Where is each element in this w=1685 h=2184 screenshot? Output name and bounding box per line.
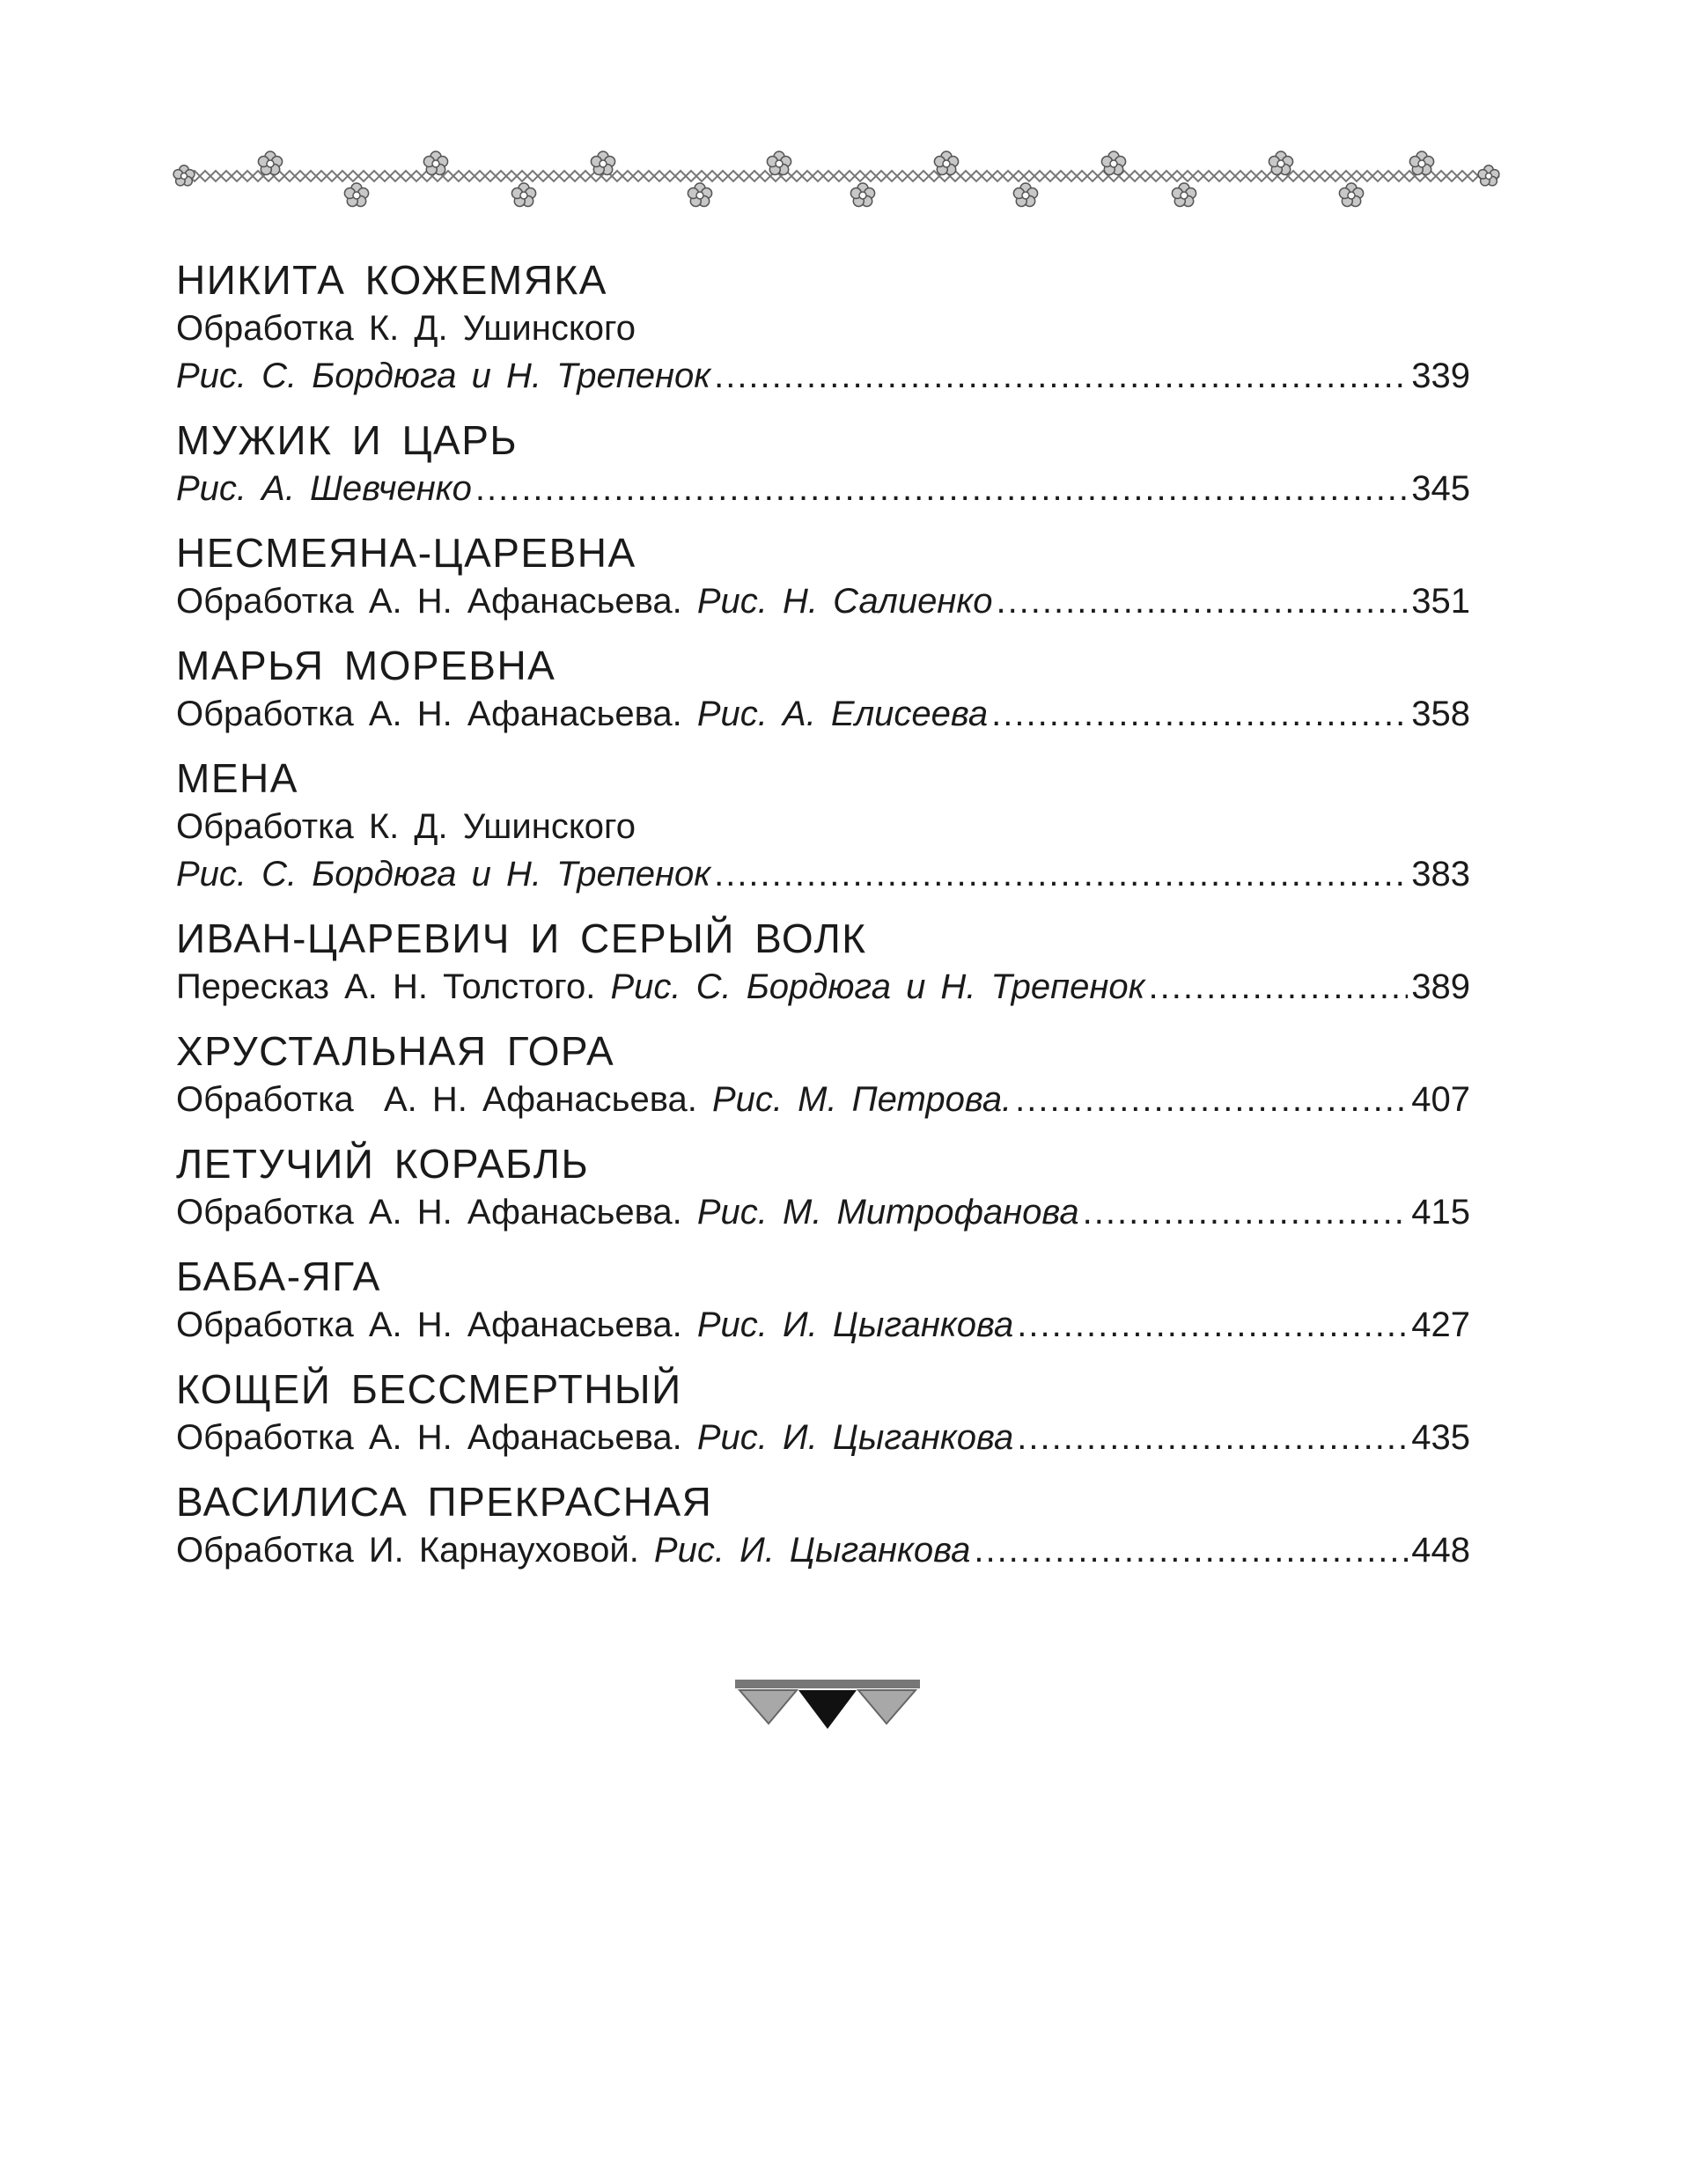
adaptation-credit: Обработка А. Н. Афанасьева. bbox=[176, 582, 697, 621]
illustrator-credit: Рис. И. Цыганкова bbox=[696, 1305, 1014, 1344]
toc-entry-title: БАБА-ЯГА bbox=[176, 1254, 381, 1299]
illustrator-credit: Рис. С. Бордюга и Н. Трепенок bbox=[610, 967, 1145, 1006]
toc-entry bbox=[176, 528, 1470, 625]
dot-leader bbox=[1017, 1301, 1408, 1349]
toc-entry-title: ХРУСТАЛЬНАЯ ГОРА bbox=[176, 1028, 615, 1074]
adaptation-credit: Обработка А. Н. Афанасьева. bbox=[176, 1193, 697, 1232]
flower-icon bbox=[1013, 183, 1037, 206]
adaptation-credit: Обработка А. Н. Афанасьева. bbox=[176, 695, 697, 733]
page-number: 415 bbox=[1411, 1193, 1470, 1232]
flower-icon bbox=[688, 183, 711, 206]
toc-entry-credit-line bbox=[176, 850, 1470, 898]
toc-entry-credit-line bbox=[176, 803, 1470, 850]
illustrator-credit: Рис. С. Бордюга и Н. Трепенок bbox=[176, 357, 711, 395]
toc-entry-title: НИКИТА КОЖЕМЯКА bbox=[176, 257, 607, 303]
flower-icon bbox=[1101, 151, 1125, 174]
flower-icon bbox=[511, 183, 535, 206]
page-number: 389 bbox=[1411, 967, 1470, 1006]
table-of-contents bbox=[176, 255, 1470, 1590]
dot-leader bbox=[974, 1526, 1408, 1574]
page-number: 339 bbox=[1411, 357, 1470, 395]
flower-icon bbox=[1172, 183, 1196, 206]
adaptation-credit: Обработка А. Н. Афанасьева. bbox=[176, 1080, 712, 1119]
flower-icon bbox=[423, 151, 447, 174]
page-number: 358 bbox=[1411, 695, 1470, 733]
page-number: 448 bbox=[1411, 1531, 1470, 1570]
toc-entry-title: МАРЬЯ МОРЕВНА bbox=[176, 643, 556, 688]
flower-icon bbox=[344, 183, 368, 206]
flower-icon bbox=[1269, 151, 1292, 174]
illustrator-credit: Рис. А. Елисеева bbox=[696, 695, 989, 733]
triangle-pennant-icon bbox=[735, 1680, 920, 1732]
toc-entry bbox=[176, 754, 1470, 898]
page-number: 383 bbox=[1411, 855, 1470, 893]
illustrator-credit: Рис. А. Шевченко bbox=[176, 469, 472, 508]
toc-entry-credit-line bbox=[176, 1188, 1470, 1236]
flower-icon bbox=[1409, 151, 1433, 174]
illustrator-credit: Рис. Н. Салиенко bbox=[696, 582, 993, 621]
illustrator-credit: Рис. М. Петрова. bbox=[711, 1080, 1012, 1119]
dot-leader bbox=[1149, 963, 1409, 1011]
toc-entry bbox=[176, 1252, 1470, 1349]
flower-icon bbox=[850, 183, 874, 206]
adaptation-credit: Обработка К. Д. Ушинского bbox=[176, 807, 636, 846]
page-number: 435 bbox=[1411, 1418, 1470, 1457]
toc-entry-credit-line bbox=[176, 465, 1470, 512]
toc-entry bbox=[176, 914, 1470, 1011]
dot-leader bbox=[475, 465, 1408, 512]
flower-icon bbox=[258, 151, 282, 174]
toc-entry-credit-line bbox=[176, 305, 1470, 352]
adaptation-credit: Обработка И. Карнауховой. bbox=[176, 1531, 654, 1570]
toc-entry bbox=[176, 255, 1470, 400]
toc-entry bbox=[176, 1477, 1470, 1574]
toc-entry-credit-line bbox=[176, 1076, 1470, 1123]
flower-icon bbox=[591, 151, 614, 174]
toc-entry-credit-line bbox=[176, 963, 1470, 1011]
toc-entry-credit-line bbox=[176, 1301, 1470, 1349]
toc-entry bbox=[176, 415, 1470, 512]
page-number: 427 bbox=[1411, 1305, 1470, 1344]
adaptation-credit: Обработка А. Н. Афанасьева. bbox=[176, 1418, 697, 1457]
toc-entry-title: МЕНА bbox=[176, 755, 298, 801]
toc-entry-title: ВАСИЛИСА ПРЕКРАСНАЯ bbox=[176, 1479, 713, 1525]
flower-icon bbox=[1339, 183, 1363, 206]
page-number: 351 bbox=[1411, 582, 1470, 621]
flower-icon bbox=[767, 151, 791, 174]
toc-entry bbox=[176, 641, 1470, 738]
adaptation-credit: Пересказ А. Н. Толстого. bbox=[176, 967, 611, 1006]
flower-icon bbox=[173, 165, 195, 186]
illustrator-credit: Рис. И. Цыганкова bbox=[653, 1531, 971, 1570]
dot-leader bbox=[1017, 1414, 1408, 1461]
illustrator-credit: Рис. М. Митрофанова bbox=[696, 1193, 1079, 1232]
toc-entry bbox=[176, 1139, 1470, 1236]
toc-entry-title: ИВАН-ЦАРЕВИЧ И СЕРЫЙ ВОЛК bbox=[176, 916, 867, 961]
adaptation-credit: Обработка А. Н. Афанасьева. bbox=[176, 1305, 697, 1344]
toc-entry-title: КОЩЕЙ БЕССМЕРТНЫЙ bbox=[176, 1366, 682, 1412]
illustrator-credit: Рис. С. Бордюга и Н. Трепенок bbox=[176, 855, 711, 893]
toc-entry-credit-line bbox=[176, 1414, 1470, 1461]
toc-entry-credit-line bbox=[176, 690, 1470, 738]
dot-leader bbox=[714, 850, 1408, 898]
toc-entry bbox=[176, 1026, 1470, 1123]
toc-entry-credit-line bbox=[176, 577, 1470, 625]
toc-entry-credit-line bbox=[176, 1526, 1470, 1574]
adaptation-credit: Обработка К. Д. Ушинского bbox=[176, 309, 636, 348]
illustrator-credit: Рис. И. Цыганкова bbox=[696, 1418, 1014, 1457]
page-number: 345 bbox=[1411, 469, 1470, 508]
toc-entry-credit-line bbox=[176, 352, 1470, 400]
toc-entry-title: ЛЕТУЧИЙ КОРАБЛЬ bbox=[176, 1141, 590, 1187]
flower-icon bbox=[934, 151, 958, 174]
dot-leader bbox=[714, 352, 1408, 400]
dot-leader bbox=[996, 577, 1408, 625]
page-number: 407 bbox=[1411, 1080, 1470, 1119]
toc-entry bbox=[176, 1364, 1470, 1461]
toc-entry-title: МУЖИК И ЦАРЬ bbox=[176, 417, 519, 463]
dot-leader bbox=[1015, 1076, 1408, 1123]
dot-leader bbox=[991, 690, 1408, 738]
flower-chain-border-icon bbox=[172, 132, 1501, 220]
dot-leader bbox=[1083, 1188, 1409, 1236]
flower-icon bbox=[1478, 165, 1499, 186]
toc-entry-title: НЕСМЕЯНА-ЦАРЕВНА bbox=[176, 530, 636, 576]
